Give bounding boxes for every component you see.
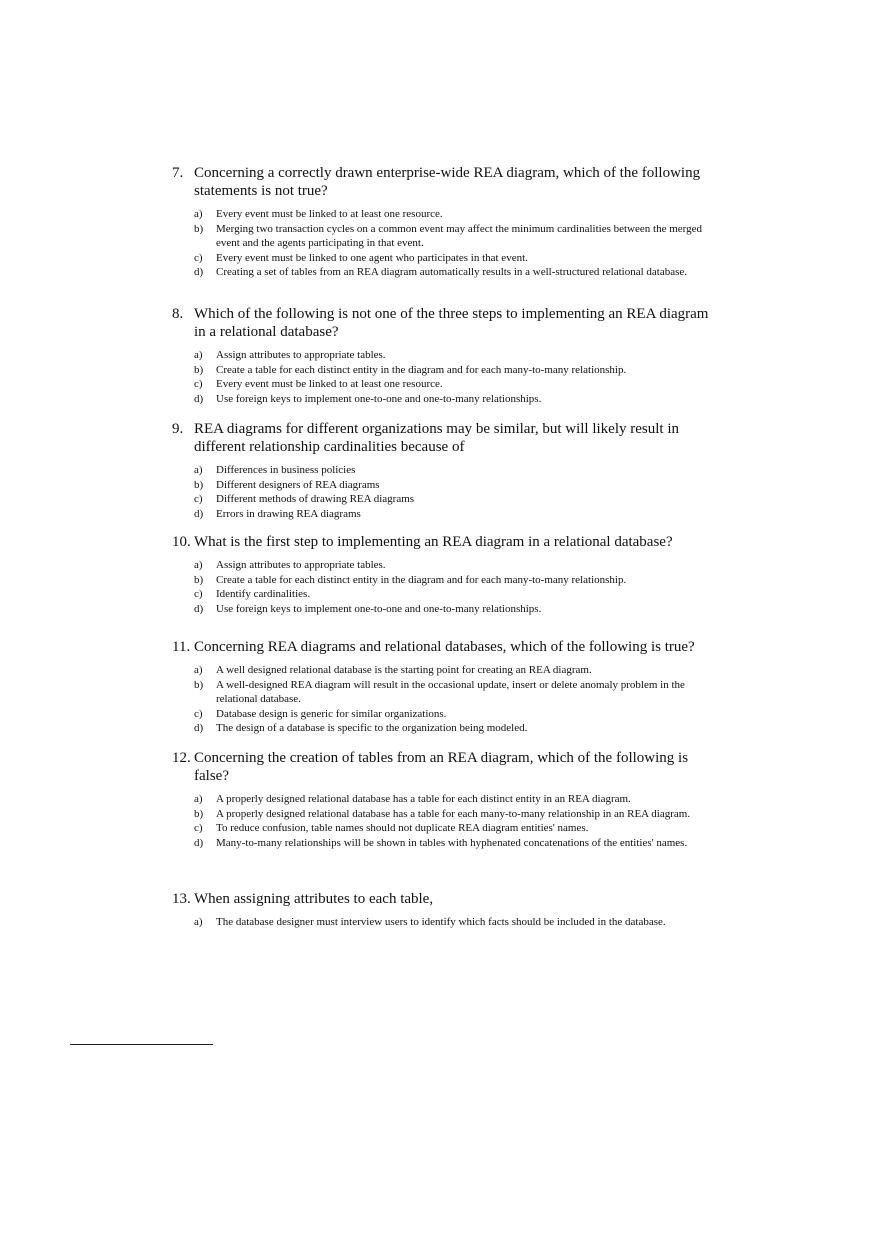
option-text: A properly designed relational database has a table for each distinct entity in an REA diagram. [216, 793, 631, 805]
question-number: 8. [172, 306, 184, 322]
answer-option [194, 602, 720, 617]
option-text: Errors in drawing REA diagrams [216, 507, 361, 520]
answer-option [194, 478, 720, 493]
option-text: Creating a set of tables from an REA diagram automatically results in a well-structured relational database. [216, 266, 688, 278]
answer-option [194, 463, 720, 478]
answer-option [194, 807, 720, 822]
answer-option [194, 265, 720, 280]
question-text: Concerning REA diagrams and relational databases, which of the following is true? [194, 639, 695, 655]
question-12 [172, 749, 720, 850]
option-letter: d) [194, 722, 204, 734]
footnote-separator-tick [208, 1044, 213, 1045]
question-number: 10. [172, 534, 191, 550]
option-letter: b) [194, 807, 204, 820]
question-7 [172, 164, 720, 280]
answer-options [194, 792, 720, 850]
answer-option [194, 587, 720, 602]
option-letter: c) [194, 378, 203, 390]
option-text: Create a table for each distinct entity in the diagram and for each many-to-many relationship. [216, 573, 627, 586]
option-letter: c) [194, 707, 203, 720]
option-letter: b) [194, 222, 204, 235]
answer-option [194, 558, 720, 573]
answer-option [194, 678, 720, 707]
option-text: Use foreign keys to implement one-to-one and one-to-many relationships. [216, 602, 542, 615]
answer-options [194, 348, 720, 406]
footnote-separator [70, 1044, 208, 1045]
question-text: REA diagrams for different organizations may be similar, but will likely result in different relationship cardinalities because of [194, 421, 679, 455]
option-letter: a) [194, 464, 203, 476]
option-text: The design of a database is specific to the organization being modeled. [216, 722, 528, 734]
option-text: Merging two transaction cycles on a common event may affect the minimum cardinalities between the merged event and the agents participating in that event. [216, 222, 702, 249]
option-letter: b) [194, 573, 204, 586]
question-number: 9. [172, 421, 184, 437]
question-11 [172, 638, 720, 736]
answer-option [194, 507, 720, 522]
question-9 [172, 420, 720, 521]
answer-option [194, 392, 720, 407]
option-letter: a) [194, 664, 203, 676]
option-text: Many-to-many relationships will be shown in tables with hyphenated concatenations of the entities' names. [216, 836, 688, 849]
answer-options [194, 463, 720, 521]
option-letter: c) [194, 822, 203, 834]
question-number: 11. [172, 639, 191, 655]
answer-option [194, 792, 720, 807]
option-letter: c) [194, 588, 203, 600]
answer-option [194, 348, 720, 363]
option-text: Different designers of REA diagrams [216, 478, 380, 491]
option-text: Create a table for each distinct entity in the diagram and for each many-to-many relationship. [216, 363, 627, 376]
option-text: Database design is generic for similar organizations. [216, 707, 447, 720]
option-letter: a) [194, 208, 203, 220]
answer-options [194, 207, 720, 280]
answer-option [194, 222, 720, 251]
answer-option [194, 663, 720, 678]
answer-option [194, 251, 720, 266]
option-text: Every event must be linked to one agent who participates in that event. [216, 251, 528, 264]
option-letter: d) [194, 507, 204, 520]
option-text: Assign attributes to appropriate tables. [216, 559, 386, 571]
answer-option [194, 707, 720, 722]
option-text: Every event must be linked to at least one resource. [216, 208, 443, 220]
question-number: 13. [172, 891, 191, 907]
question-text: Concerning a correctly drawn enterprise-wide REA diagram, which of the following statements is not true? [194, 165, 701, 199]
answer-option [194, 207, 720, 222]
option-letter: c) [194, 493, 203, 505]
answer-option [194, 836, 720, 851]
answer-option [194, 821, 720, 836]
question-text: When assigning attributes to each table, [194, 891, 434, 907]
option-text: Use foreign keys to implement one-to-one and one-to-many relationships. [216, 392, 542, 405]
option-letter: d) [194, 392, 204, 405]
option-text: A well designed relational database is the starting point for creating an REA diagram. [216, 664, 592, 676]
question-10 [172, 533, 720, 616]
option-letter: c) [194, 251, 203, 264]
answer-options [194, 558, 720, 616]
option-letter: d) [194, 602, 204, 615]
option-text: Different methods of drawing REA diagrams [216, 493, 415, 505]
option-text: To reduce confusion, table names should not duplicate REA diagram entities' names. [216, 822, 589, 834]
option-letter: b) [194, 678, 204, 691]
option-letter: b) [194, 478, 204, 491]
option-letter: a) [194, 349, 203, 361]
option-letter: d) [194, 836, 204, 849]
answer-options [194, 915, 720, 930]
option-text: A properly designed relational database has a table for each many-to-many relationship in an REA diagram. [216, 807, 691, 820]
question-number: 12. [172, 750, 191, 766]
option-text: Assign attributes to appropriate tables. [216, 349, 386, 361]
question-text: Concerning the creation of tables from an REA diagram, which of the following is false? [194, 750, 689, 784]
option-letter: d) [194, 266, 204, 278]
option-letter: a) [194, 916, 203, 928]
question-text: What is the first step to implementing an REA diagram in a relational database? [194, 534, 673, 550]
option-letter: a) [194, 559, 203, 571]
question-8 [172, 305, 720, 406]
answer-option [194, 363, 720, 378]
option-letter: b) [194, 363, 204, 376]
question-number: 7. [172, 165, 184, 181]
option-text: Differences in business policies [216, 464, 356, 476]
option-text: Every event must be linked to at least one resource. [216, 378, 443, 390]
answer-option [194, 492, 720, 507]
answer-option [194, 377, 720, 392]
option-text: A well-designed REA diagram will result in the occasional update, insert or delete anomaly problem in the relational database. [216, 678, 685, 705]
option-text: The database designer must interview users to identify which facts should be included in the database. [216, 916, 666, 928]
question-text: Which of the following is not one of the three steps to implementing an REA diagram in a relational database? [194, 306, 709, 340]
answer-option [194, 573, 720, 588]
answer-option [194, 915, 720, 930]
answer-options [194, 663, 720, 736]
answer-option [194, 721, 720, 736]
option-text: Identify cardinalities. [216, 588, 311, 600]
question-13 [172, 890, 720, 930]
option-letter: a) [194, 793, 203, 805]
